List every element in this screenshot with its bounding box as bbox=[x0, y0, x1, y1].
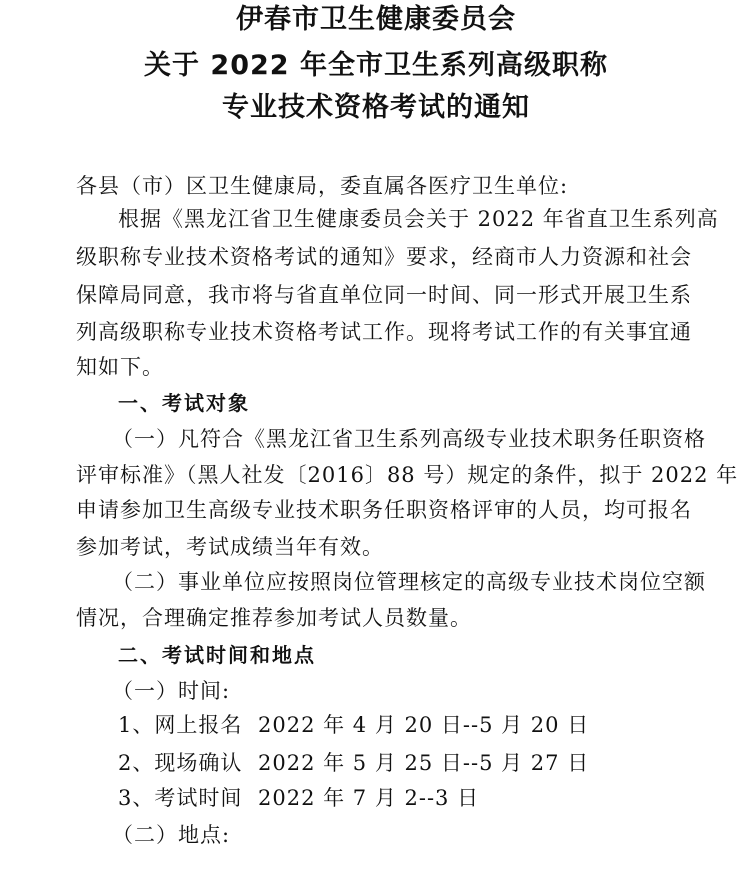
schedule-label: 3、考试时间 bbox=[118, 786, 243, 810]
schedule-label: 1、网上报名 bbox=[118, 713, 243, 737]
section2-time-label: （一）时间: bbox=[112, 679, 231, 703]
intro-line-3: 保障局同意，我市将与省直单位同一时间、同一形式开展卫生系 bbox=[76, 283, 692, 307]
schedule-value: 2022 年 4 月 20 日--5 月 20 日 bbox=[258, 713, 590, 737]
section1-item1-line-4: 参加考试，考试成绩当年有效。 bbox=[76, 535, 384, 559]
schedule-value: 2022 年 7 月 2--3 日 bbox=[258, 786, 480, 810]
title-line-1: 伊春市卫生健康委员会 bbox=[236, 4, 516, 35]
salutation: 各县（市）区卫生健康局，委直属各医疗卫生单位: bbox=[76, 174, 569, 198]
section1-item1-line-2: 评审标准》（黑人社发〔2016〕88 号）规定的条件，拟于 2022 年 bbox=[76, 463, 739, 487]
section2-place-label: （二）地点: bbox=[112, 823, 231, 847]
schedule-label: 2、现场确认 bbox=[118, 751, 243, 775]
section2-heading: 二、考试时间和地点 bbox=[118, 643, 316, 667]
schedule-value: 2022 年 5 月 25 日--5 月 27 日 bbox=[258, 751, 590, 775]
intro-line-1: 根据《黑龙江省卫生健康委员会关于 2022 年省直卫生系列高 bbox=[118, 207, 719, 231]
intro-line-4: 列高级职称专业技术资格考试工作。现将考试工作的有关事宜通 bbox=[76, 320, 692, 344]
section1-heading: 一、考试对象 bbox=[118, 391, 250, 415]
intro-line-5: 知如下。 bbox=[76, 355, 164, 379]
section1-item1-line-1: （一）凡符合《黑龙江省卫生系列高级专业技术职务任职资格 bbox=[112, 427, 706, 451]
intro-line-2: 级职称专业技术资格考试的通知》要求，经商市人力资源和社会 bbox=[76, 245, 692, 269]
section1-item2-line-2: 情况，合理确定推荐参加考试人员数量。 bbox=[76, 606, 472, 630]
title-line-3: 专业技术资格考试的通知 bbox=[222, 92, 530, 123]
title-line-2: 关于 2022 年全市卫生系列高级职称 bbox=[144, 50, 608, 81]
section1-item2-line-1: （二）事业单位应按照岗位管理核定的高级专业技术岗位空额 bbox=[112, 570, 706, 594]
section1-item1-line-3: 申请参加卫生高级专业技术职务任职资格评审的人员，均可报名 bbox=[76, 498, 692, 522]
